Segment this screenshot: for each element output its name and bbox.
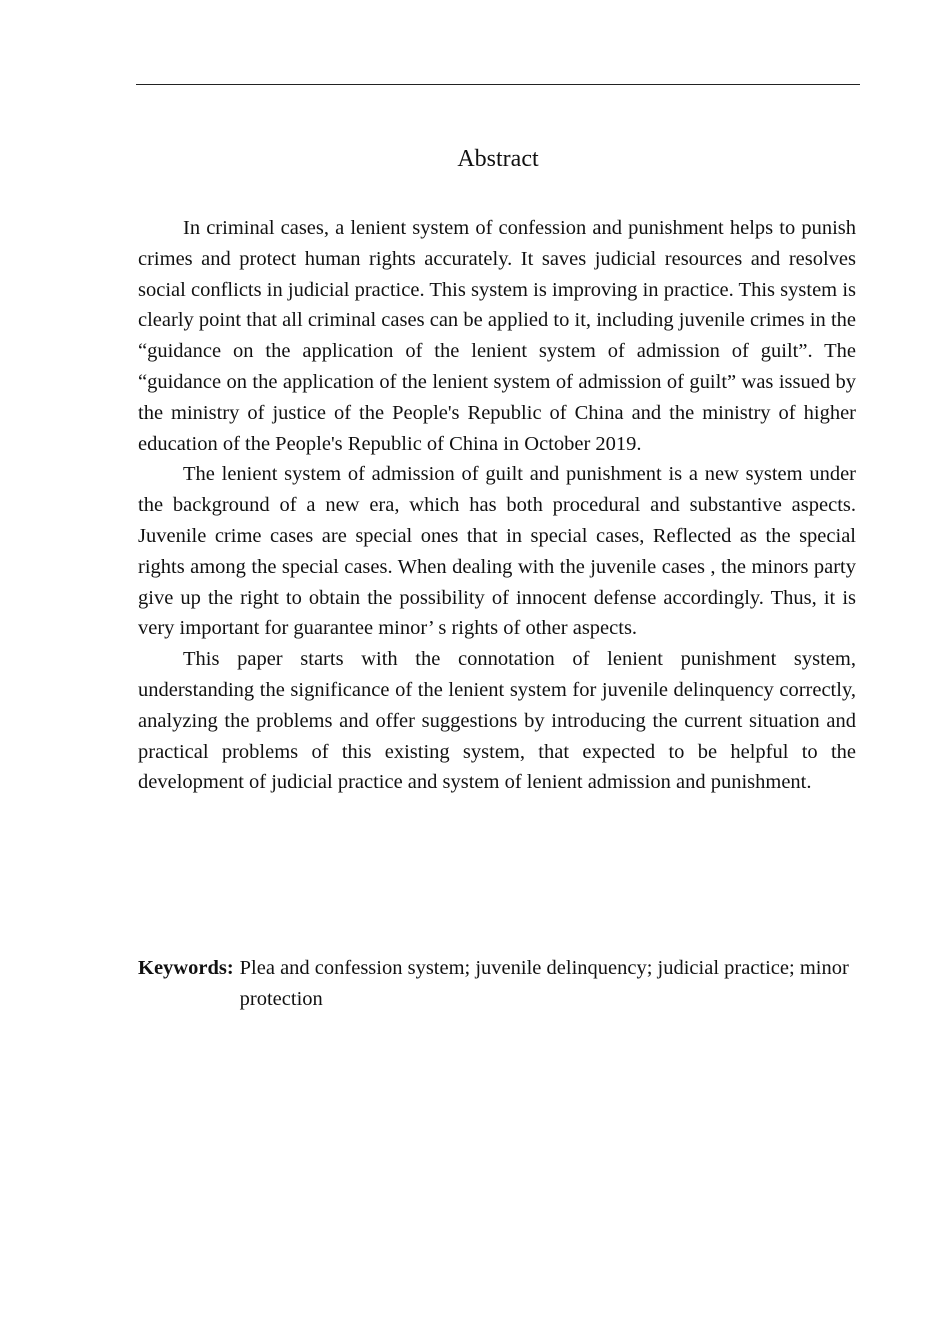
keywords-label: Keywords: xyxy=(138,957,234,979)
abstract-paragraph-3: This paper starts with the connotation of lenient punishment system, understanding the significance of the lenient system for juvenile delinquency correctly, analyzing the problems and offer suggestions by introducing the current situation and practical problems of this existing system, that expected to be helpful to the development of judicial practice and system of lenient admission and punishment. xyxy=(138,648,856,794)
abstract-body xyxy=(138,213,856,798)
page-title: Abstract xyxy=(457,146,539,172)
abstract-paragraph-2: The lenient system of admission of guilt and punishment is a new system under the background of a new era, which has both procedural and substantive aspects. Juvenile crime cases are special ones that in special cases, Reflected as the special rights among the special cases. When dealing with the juvenile cases , the minors party give up the right to obtain the possibility of innocent defense accordingly. Thus, it is very important for guarantee minor’ s rights of other aspects. xyxy=(138,463,856,640)
abstract-paragraph-1: In criminal cases, a lenient system of confession and punishment helps to punish crimes and protect human rights accurately. It saves judicial resources and resolves social conflicts in judicial practice. This system is improving in practice. This system is clearly point that all criminal cases can be applied to it, including juvenile crimes in the “guidance on the application of the lenient system of admission of guilt”. The “guidance on the application of the lenient system of admission of guilt” was issued by the ministry of justice of the People's Republic of China and the ministry of higher education of the People's Republic of China in October 2019. xyxy=(138,217,856,455)
header-rule xyxy=(136,84,860,85)
keywords-section xyxy=(138,953,856,1015)
keywords-value: Plea and confession system; juvenile delinquency; judicial practice; minor protection xyxy=(239,957,849,1010)
